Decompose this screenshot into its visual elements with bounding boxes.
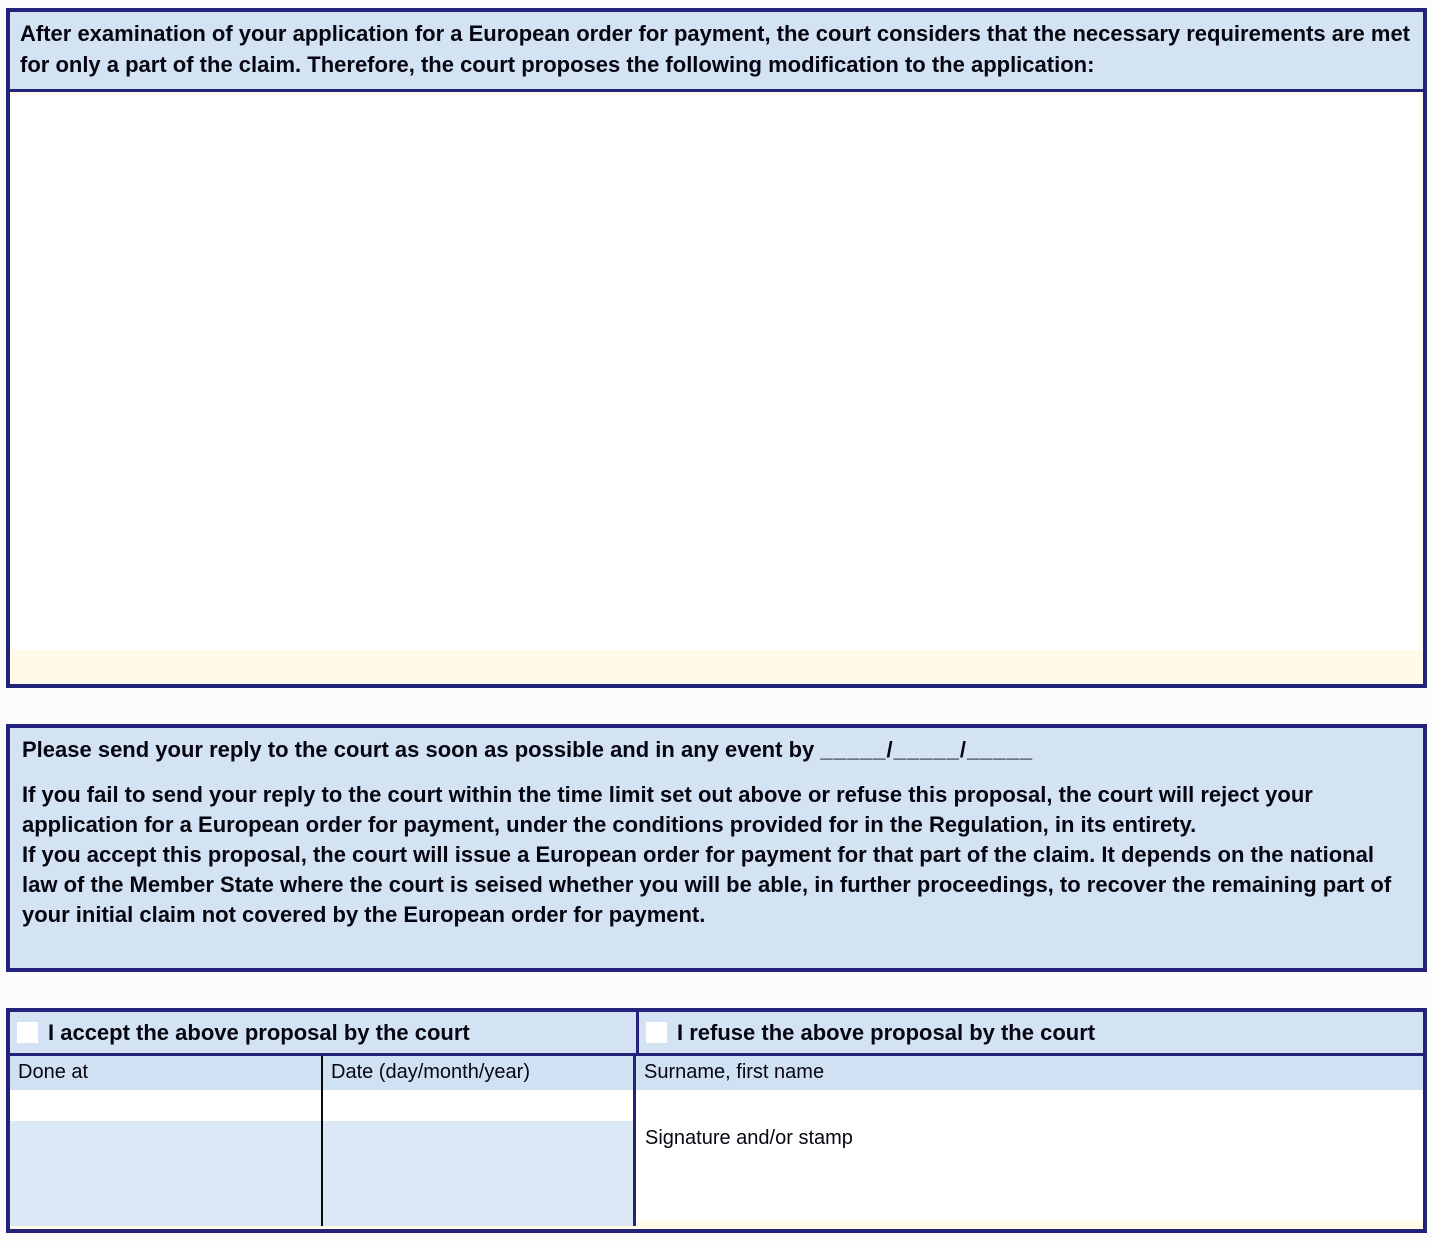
refuse-option-label: I refuse the above proposal by the court [677, 1019, 1096, 1045]
deadline-text: Please send your reply to the court as soon as possible and in any event by [22, 737, 821, 762]
deadline-line [22, 735, 1411, 765]
accept-checkbox[interactable] [17, 1022, 38, 1043]
accept-option-label: I accept the above proposal by the court [48, 1019, 470, 1045]
signature-label: Signature and/or stamp [645, 1127, 853, 1149]
decision-table [6, 1008, 1427, 1233]
reply-instructions-box [6, 724, 1427, 972]
decision-body-row [10, 1056, 1423, 1226]
proposal-modification-field[interactable] [12, 94, 1421, 650]
proposal-header-text: After examination of your application for a European order for payment, the court considers that the necessary requirements are met for only a part of the claim. Therefore, the court proposes the following modification to the application: [10, 12, 1423, 92]
done-at-column [10, 1056, 323, 1226]
refuse-checkbox[interactable] [646, 1022, 667, 1043]
accept-consequence-text: If you accept this proposal, the court will issue a European order for payment for that part of the claim. It depends on the national law of the Member State where the court is seised whether you will be able, in further proceedings, to recover the remaining part of your initial claim not covered by the European order for payment. [22, 842, 1392, 927]
date-label: Date (day/month/year) [323, 1056, 633, 1090]
deadline-date-blanks[interactable]: _____/_____/_____ [820, 737, 1034, 762]
done-at-label: Done at [10, 1056, 321, 1090]
refuse-consequence-text: If you fail to send your reply to the court within the time limit set out above or refuse this proposal, the court will reject your application for a European order for payment, under the conditions provided for in the Regulation, in its entirety. [22, 782, 1313, 837]
date-shaded-area [323, 1121, 633, 1226]
signature-field[interactable] [636, 1090, 1423, 1221]
done-at-shaded-area [10, 1121, 321, 1226]
date-column [323, 1056, 636, 1226]
done-at-field[interactable] [10, 1090, 321, 1121]
surname-label: Surname, first name [636, 1056, 1423, 1090]
refuse-option-cell [639, 1012, 1423, 1053]
decision-header-row [10, 1012, 1423, 1056]
proposal-box [6, 8, 1427, 688]
surname-signature-column [636, 1056, 1423, 1226]
accept-option-cell [10, 1012, 639, 1053]
date-field[interactable] [323, 1090, 633, 1121]
